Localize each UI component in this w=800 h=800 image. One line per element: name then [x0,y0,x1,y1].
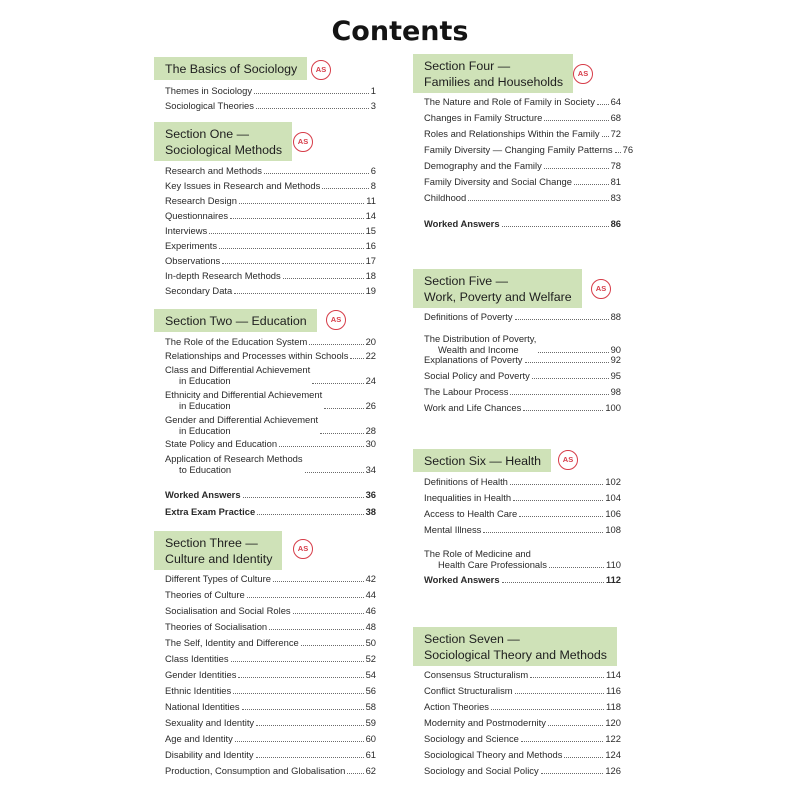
section-heading-line: Sociological Methods [165,143,283,157]
toc-entry[interactable] [165,765,376,776]
section-heading-line: Section Six — Health [424,454,542,468]
toc-page-number: 54 [365,669,376,680]
toc-entry[interactable] [424,311,621,322]
toc-entry-title: Conflict Structuralism [424,685,513,696]
toc-page-number: 52 [365,653,376,664]
toc-entry-bold[interactable] [165,506,376,517]
toc-entry[interactable] [424,160,621,171]
dot-leader [350,358,363,359]
toc-page-number: 50 [365,637,376,648]
dot-leader [273,581,364,582]
toc-page-number: 104 [605,492,621,503]
page-title: Contents [331,16,469,47]
toc-entry[interactable] [165,438,376,449]
toc-page-number: 90 [610,344,621,355]
toc-entry[interactable] [165,389,376,411]
contents-right-column [413,0,634,800]
toc-page-number: 59 [365,717,376,728]
toc-page-number: 44 [365,589,376,600]
as-level-badge-icon: AS [573,64,593,84]
toc-entry[interactable] [165,589,376,600]
toc-entry[interactable] [424,128,621,139]
as-level-badge-icon: AS [326,310,346,330]
section-heading-line: Sociological Theory and Methods [424,648,607,662]
toc-entry[interactable] [424,765,621,776]
toc-entry[interactable] [165,414,376,436]
toc-entry[interactable] [165,255,376,266]
toc-entry-title: Childhood [424,192,467,203]
dot-leader [254,93,369,94]
dot-leader [309,344,363,345]
toc-entry[interactable] [165,364,376,386]
toc-entry-title-line: The Distribution of Poverty, [424,333,537,344]
toc-entry-title: Experiments [165,240,218,251]
dot-leader [256,725,363,726]
toc-entry-title: Family Diversity — Changing Family Patterns [424,144,613,155]
toc-entry-title: Age and Identity [165,733,233,744]
section-header-row [154,531,376,574]
dot-leader [544,120,608,121]
toc-page-number: 61 [365,749,376,760]
toc-entry-title: Production, Consumption and Globalisation [165,765,346,776]
toc-page-number: 15 [365,225,376,236]
toc-entry[interactable] [424,402,621,413]
as-level-badge-icon: AS [591,279,611,299]
toc-entry[interactable] [165,225,376,236]
toc-page-number: 60 [365,733,376,744]
dot-leader [256,108,369,109]
toc-page-number: 58 [365,701,376,712]
toc-entry-title: Sexuality and Identity [165,717,255,728]
toc-entry-title-line: in Education [179,375,231,386]
toc-entry-title [165,389,322,411]
dot-leader [502,582,604,583]
toc-entry-title: Sociological Theory and Methods [424,749,563,760]
section-seven [413,627,621,776]
dot-leader [293,613,364,614]
dot-leader [515,319,609,320]
toc-entry-title: Questionnaires [165,210,229,221]
toc-page-number: 16 [365,240,376,251]
toc-entry-title: Definitions of Health [424,476,508,487]
toc-entry-title-line: Application of Research Methods [165,453,303,464]
dot-leader [238,677,363,678]
section-heading [413,449,551,472]
toc-page-number: 56 [365,685,376,696]
section-five [413,269,621,413]
toc-entry[interactable] [424,354,621,365]
toc-page-number: 8 [370,180,376,191]
toc-entry[interactable] [165,195,376,206]
dot-leader [233,693,363,694]
toc-entry-title: Worked Answers [424,574,500,585]
toc-entry-title: Explanations of Poverty [424,354,523,365]
dot-leader [521,741,603,742]
dot-leader [510,484,603,485]
toc-page-number: 36 [365,489,376,500]
dot-leader [544,168,609,169]
toc-entry[interactable] [165,165,376,176]
dot-leader [283,278,364,279]
toc-entry[interactable] [165,621,376,632]
toc-page-number: 30 [365,438,376,449]
section-one [154,122,376,296]
dot-leader [515,693,604,694]
toc-page-number: 28 [365,425,376,436]
toc-page-number: 120 [605,717,621,728]
toc-entry-title: Action Theories [424,701,489,712]
toc-entry-title: In-depth Research Methods [165,270,281,281]
dot-leader [242,709,364,710]
dot-leader [324,408,363,409]
toc-entry-bold[interactable] [424,574,621,585]
toc-entry-title: Socialisation and Social Roles [165,605,291,616]
toc-entry[interactable] [165,210,376,221]
toc-entry-title: The Nature and Role of Family in Society [424,96,595,107]
dot-leader [510,394,608,395]
toc-page-number: 76 [622,144,634,155]
dot-leader [502,226,609,227]
dot-leader [264,173,369,174]
toc-page-number: 6 [370,165,376,176]
section-heading [154,122,292,161]
section-heading-line: Families and Households [424,75,564,89]
toc-entry-title-line: The Role of Medicine and [424,548,531,559]
toc-page-number: 83 [610,192,621,203]
toc-entry-title: Observations [165,255,221,266]
dot-leader [320,433,364,434]
toc-entry-title: Changes in Family Structure [424,112,543,123]
toc-entry-title: Key Issues in Research and Methods [165,180,321,191]
section-header-row [413,627,621,670]
toc-page-number: 11 [366,195,376,206]
toc-entry-title [424,548,547,570]
toc-entry[interactable] [424,524,621,535]
toc-entry-title-line: in Education [179,425,231,436]
dot-leader [257,514,363,515]
dot-leader [347,773,363,774]
dot-leader [222,263,363,264]
toc-page-number: 106 [605,508,621,519]
toc-entry-title: The Role of the Education System [165,336,308,347]
toc-entry-title-line: Wealth and Income [438,344,519,355]
dot-leader [301,645,364,646]
toc-page-number: 26 [365,400,376,411]
toc-entry[interactable] [165,717,376,728]
dot-leader [597,104,609,105]
toc-page-number: 92 [610,354,621,365]
dot-leader [269,629,363,630]
dot-leader [312,383,363,384]
as-level-badge-icon: AS [311,60,331,80]
toc-entry-title: National Identities [165,701,240,712]
toc-entry-title: Interviews [165,225,208,236]
dot-leader [247,597,364,598]
toc-entry[interactable] [424,386,621,397]
toc-entry[interactable] [424,669,621,680]
toc-page-number: 62 [365,765,376,776]
section-heading-line: Work, Poverty and Welfare [424,290,572,304]
toc-entry[interactable] [165,637,376,648]
toc-page-number: 3 [370,100,376,111]
section-header-row [154,122,376,165]
section-header-row [413,449,621,477]
toc-page-number: 124 [605,749,621,760]
section-heading [413,269,582,308]
dot-leader [574,184,609,185]
toc-entry[interactable] [424,96,621,107]
toc-page-number: 38 [365,506,376,517]
toc-entry-title-line: to Education [179,464,232,475]
dot-leader [530,677,604,678]
toc-page-number: 95 [610,370,621,381]
toc-entry[interactable] [424,548,621,570]
toc-entry[interactable] [424,476,621,487]
toc-entry[interactable] [165,270,376,281]
toc-entry-title [424,333,536,355]
toc-entry-title: Relationships and Processes within Schools [165,350,349,361]
toc-page-number: 110 [606,559,621,570]
toc-entry[interactable] [165,285,376,296]
as-level-badge-icon: AS [293,132,313,152]
section-heading [154,57,307,80]
as-level-badge-icon: AS [558,450,578,470]
toc-entry-title: Worked Answers [424,218,500,229]
toc-page-number: 81 [610,176,621,187]
toc-page-number: 42 [365,573,376,584]
section-three [154,531,376,776]
toc-page-number: 116 [606,685,621,696]
toc-entry[interactable] [424,176,621,187]
toc-entry[interactable] [424,685,621,696]
section-header-row [413,269,621,312]
section-heading [413,54,573,93]
dot-leader [549,567,604,568]
section-header-row [154,309,376,337]
toc-page-number: 88 [610,311,621,322]
section-heading-line: Section One — [165,127,250,141]
toc-entry[interactable] [165,605,376,616]
toc-page-number: 108 [605,524,621,535]
toc-entry[interactable] [424,333,621,355]
section-basics [154,57,376,111]
toc-entry[interactable] [165,573,376,584]
dot-leader [602,136,609,137]
toc-entry[interactable] [424,733,621,744]
toc-page-number: 68 [610,112,621,123]
dot-leader [513,500,603,501]
toc-page-number: 112 [605,574,621,585]
toc-entry-title: Mental Illness [424,524,482,535]
dot-leader [230,218,364,219]
toc-page-number: 17 [365,255,376,266]
toc-page-number: 86 [610,218,621,229]
toc-page-number: 98 [610,386,621,397]
toc-page-number: 22 [365,350,376,361]
section-four [413,54,634,229]
dot-leader [279,446,364,447]
section-heading-line: Section Five — [424,274,509,288]
dot-leader [564,757,603,758]
dot-leader [483,532,603,533]
dot-leader [243,497,364,498]
section-heading [413,627,617,666]
section-heading-line: Section Two — Education [165,314,307,328]
dot-leader [519,516,603,517]
toc-entry[interactable] [165,180,376,191]
toc-entry-title [165,364,310,386]
toc-page-number: 48 [365,621,376,632]
dot-leader [615,152,621,153]
section-heading-line: Section Four — [424,59,511,73]
toc-entry-title [165,414,318,436]
toc-entry[interactable] [424,701,621,712]
toc-entry[interactable] [424,144,634,155]
toc-entry[interactable] [165,336,376,347]
toc-entry-title: The Labour Process [424,386,509,397]
toc-page-number: 64 [610,96,621,107]
toc-entry[interactable] [424,370,621,381]
dot-leader [209,233,363,234]
toc-entry-title: Research Design [165,195,237,206]
section-heading [154,531,282,570]
section-two [154,309,376,517]
toc-entry-bold[interactable] [424,218,621,229]
toc-page-number: 72 [610,128,621,139]
toc-entry-title: Disability and Identity [165,749,254,760]
toc-page-number: 78 [610,160,621,171]
dot-leader [532,378,609,379]
toc-entry-title-line: in Education [179,400,231,411]
toc-entry-title: Theories of Culture [165,589,245,600]
toc-entry-title: Access to Health Care [424,508,518,519]
toc-entry[interactable] [165,733,376,744]
toc-entry-title: Roles and Relationships Within the Family [424,128,600,139]
toc-entry[interactable] [165,701,376,712]
toc-page-number: 100 [605,402,621,413]
toc-page-number: 46 [365,605,376,616]
toc-entry-title: Gender Identities [165,669,237,680]
toc-entry-title: Sociological Theories [165,100,254,111]
dot-leader [219,248,363,249]
toc-entry-title: Sociology and Science [424,733,519,744]
dot-leader [548,725,603,726]
toc-entry[interactable] [424,508,621,519]
toc-entry-title: Class Identities [165,653,229,664]
dot-leader [322,188,368,189]
toc-entry-title-line: Ethnicity and Differential Achievement [165,389,323,400]
dot-leader [523,410,603,411]
toc-page-number: 14 [365,210,376,221]
toc-page-number: 24 [365,375,376,386]
toc-entry-title: Ethnic Identities [165,685,232,696]
dot-leader [468,200,608,201]
section-six [413,449,621,585]
toc-page-number: 114 [606,669,621,680]
toc-entry-title: Worked Answers [165,489,241,500]
toc-entry[interactable] [165,85,376,96]
toc-entry-title: Consensus Structuralism [424,669,529,680]
toc-entry-title: Family Diversity and Social Change [424,176,572,187]
toc-entry-title: Themes in Sociology [165,85,253,96]
dot-leader [256,757,364,758]
toc-entry-title: Extra Exam Practice [165,506,256,517]
section-header-row [154,57,376,85]
toc-entry-title-line: Gender and Differential Achievement [165,414,319,425]
dot-leader [239,203,364,204]
toc-entry-title: Work and Life Chances [424,402,522,413]
section-heading-line: Section Three — [165,536,258,550]
toc-entry[interactable] [165,749,376,760]
dot-leader [305,472,364,473]
toc-entry-title: Social Policy and Poverty [424,370,530,381]
toc-entry[interactable] [165,350,376,361]
toc-entry[interactable] [424,192,621,203]
toc-entry[interactable] [424,717,621,728]
toc-entry[interactable] [165,100,376,111]
section-header-row [413,54,621,97]
toc-entry-title: Inequalities in Health [424,492,512,503]
toc-page-number: 20 [365,336,376,347]
toc-entry[interactable] [165,453,376,475]
toc-entry-title: Modernity and Postmodernity [424,717,546,728]
toc-entry-title-line: Class and Differential Achievement [165,364,311,375]
toc-entry-title: Secondary Data [165,285,233,296]
toc-page-number: 102 [605,476,621,487]
toc-page-number: 122 [605,733,621,744]
toc-entry-title: Theories of Socialisation [165,621,268,632]
toc-entry[interactable] [165,240,376,251]
toc-entry-title: Sociology and Social Policy [424,765,539,776]
toc-entry[interactable] [424,112,621,123]
toc-page-number: 118 [606,701,621,712]
toc-entry[interactable] [165,669,376,680]
contents-left-column [154,0,376,800]
toc-entry-title-line: Health Care Professionals [438,559,547,570]
toc-page-number: 34 [365,464,376,475]
section-heading-line: The Basics of Sociology [165,62,298,76]
dot-leader [541,773,604,774]
toc-entry-title: State Policy and Education [165,438,278,449]
toc-page-number: 19 [365,285,376,296]
section-heading [154,309,317,332]
dot-leader [538,352,608,353]
dot-leader [235,741,364,742]
toc-page-number: 1 [370,85,376,96]
toc-entry-title: Definitions of Poverty [424,311,513,322]
dot-leader [491,709,604,710]
toc-page-number: 126 [605,765,621,776]
toc-entry[interactable] [424,749,621,760]
toc-entry-title [165,453,303,475]
as-level-badge-icon: AS [293,539,313,559]
toc-entry-title: Demography and the Family [424,160,542,171]
toc-entry[interactable] [165,685,376,696]
toc-page-number: 18 [365,270,376,281]
toc-entry-title: Different Types of Culture [165,573,271,584]
dot-leader [231,661,364,662]
toc-entry[interactable] [165,653,376,664]
toc-entry-bold[interactable] [165,489,376,500]
section-heading-line: Section Seven — [424,632,520,646]
dot-leader [525,362,609,363]
dot-leader [234,293,363,294]
toc-entry[interactable] [424,492,621,503]
toc-entry-title: Research and Methods [165,165,262,176]
section-heading-line: Culture and Identity [165,552,273,566]
toc-entry-title: The Self, Identity and Difference [165,637,299,648]
